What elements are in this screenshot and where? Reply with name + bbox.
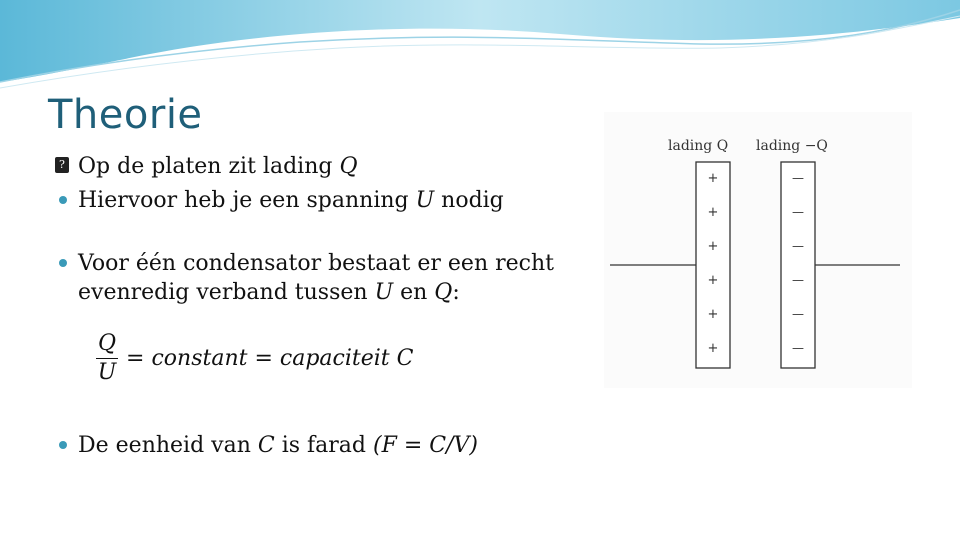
minus-sign: — — [792, 239, 804, 253]
variable: Q — [434, 280, 453, 305]
minus-sign: — — [792, 171, 804, 185]
label-plate-right: lading −Q — [756, 138, 828, 154]
variable: Q — [339, 154, 358, 179]
bullet-text: evenredig verband tussen — [78, 280, 375, 305]
slide-title: Theorie — [48, 92, 203, 138]
bullet-text: Op de platen zit lading — [78, 154, 340, 179]
bullet-text: Hiervoor heb je een spanning — [78, 188, 416, 213]
bullet-list — [58, 152, 588, 460]
bullet-dot-icon — [59, 259, 67, 267]
unit-formula: (F = C/V) — [373, 433, 478, 458]
minus-sign: — — [792, 273, 804, 287]
plate-positive — [696, 162, 730, 368]
bullet-dot-icon — [59, 196, 67, 204]
plus-sign: + — [707, 171, 719, 186]
plus-sign: + — [707, 307, 719, 322]
bullet-text-line2 — [78, 278, 588, 307]
bullet-dot-icon — [59, 441, 67, 449]
capacitance-formula — [96, 327, 588, 389]
plus-sign: + — [707, 341, 719, 356]
minus-sign: — — [792, 307, 804, 321]
minus-sign: — — [792, 205, 804, 219]
capacitor-svg — [604, 112, 912, 388]
formula-rhs: = constant = capaciteit C — [126, 345, 414, 371]
plus-sign: + — [707, 239, 719, 254]
missing-glyph-icon: ? — [55, 157, 69, 173]
bullet-item — [58, 186, 588, 215]
bullet-text: nodig — [434, 188, 504, 213]
bullet-item — [58, 152, 588, 181]
bullet-item — [58, 431, 588, 460]
minus-sign: — — [792, 341, 804, 355]
variable: U — [415, 188, 435, 213]
label-plate-left: lading Q — [668, 138, 729, 154]
variable: U — [374, 280, 394, 305]
bullet-text: en — [393, 280, 435, 305]
bullet-text: : — [452, 280, 460, 305]
bullet-text: Voor één condensator bestaat er een recht — [78, 251, 554, 276]
plate-negative — [781, 162, 815, 368]
fraction — [96, 330, 118, 387]
bullet-text: is farad — [274, 433, 373, 458]
bullet-text: De eenheid van — [78, 433, 258, 458]
plus-sign: + — [707, 205, 719, 220]
fraction-denominator: U — [97, 359, 117, 385]
capacitor-diagram — [604, 112, 912, 388]
variable: C — [257, 433, 275, 458]
bullet-item — [58, 249, 588, 307]
fraction-numerator: Q — [96, 330, 118, 359]
plus-sign: + — [707, 273, 719, 288]
